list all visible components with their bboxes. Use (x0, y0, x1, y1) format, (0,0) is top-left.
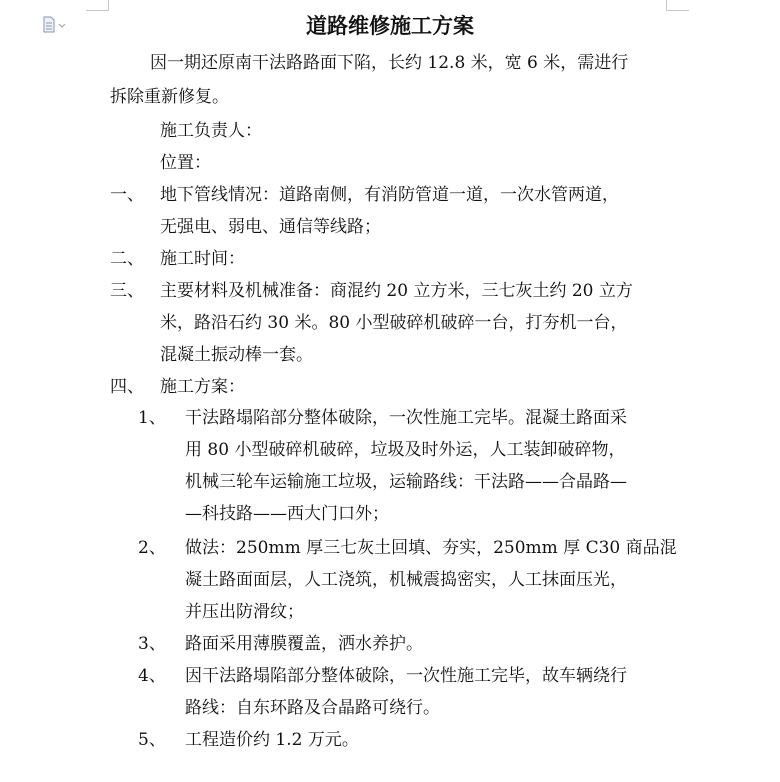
section-line: 米，路沿石约 30 米。80 小型破碎机破碎一台，打夯机一台， (160, 313, 628, 333)
document-title: 道路维修施工方案 (306, 13, 474, 38)
section-marker: 二、 (110, 249, 144, 269)
section-marker: 四、 (110, 377, 144, 397)
intro-line: 因一期还原南干法路路面下陷，长约 12.8 米，宽 6 米，需进行 (150, 53, 629, 73)
margin-corner-mark (666, 0, 689, 11)
plan-item-marker: 5、 (138, 730, 166, 750)
intro-line: 拆除重新修复。 (110, 87, 229, 107)
section-line: 无强电、弱电、通信等线路； (160, 217, 381, 237)
location-label: 位置： (160, 153, 211, 173)
plan-item-line: —科技路——西大门口外； (185, 504, 389, 524)
section-line: 混凝土振动棒一套。 (160, 345, 313, 365)
plan-item-line: 机械三轮车运输施工垃圾，运输路线：干法路——合晶路— (185, 472, 627, 492)
plan-item-line: 并压出防滑纹； (185, 602, 304, 622)
plan-item-line: 凝土路面面层，人工浇筑，机械震捣密实，人工抹面压光， (185, 570, 627, 590)
section-line: 地下管线情况：道路南侧，有消防管道一道，一次水管两道， (160, 185, 619, 205)
plan-item-line: 工程造价约 1.2 万元。 (185, 730, 359, 750)
plan-item-marker: 3、 (138, 634, 166, 654)
plan-item-marker: 2、 (138, 538, 166, 558)
section-line: 施工时间： (160, 249, 245, 269)
margin-corner-mark (86, 0, 109, 11)
plan-item-line: 因干法路塌陷部分整体破除，一次性施工完毕，故车辆绕行 (185, 666, 627, 686)
responsible-label: 施工负责人： (160, 121, 262, 141)
plan-item-marker: 4、 (138, 666, 166, 686)
plan-item-line: 干法路塌陷部分整体破除，一次性施工完毕。混凝土路面采 (185, 408, 627, 428)
section-marker: 一、 (110, 185, 144, 205)
plan-item-line: 用 80 小型破碎机破碎，垃圾及时外运，人工装卸破碎物， (185, 440, 626, 460)
section-marker: 三、 (110, 281, 144, 301)
plan-item-line: 路线：自东环路及合晶路可绕行。 (185, 698, 440, 718)
plan-item-line: 做法：250mm 厚三七灰土回填、夯实，250mm 厚 C30 商品混 (185, 538, 677, 558)
plan-item-marker: 1、 (138, 408, 166, 428)
section-line: 施工方案： (160, 377, 245, 397)
plan-item-line: 路面采用薄膜覆盖，洒水养护。 (185, 634, 423, 654)
section-line: 主要材料及机械准备：商混约 20 立方米，三七灰土约 20 立方 (160, 281, 633, 301)
